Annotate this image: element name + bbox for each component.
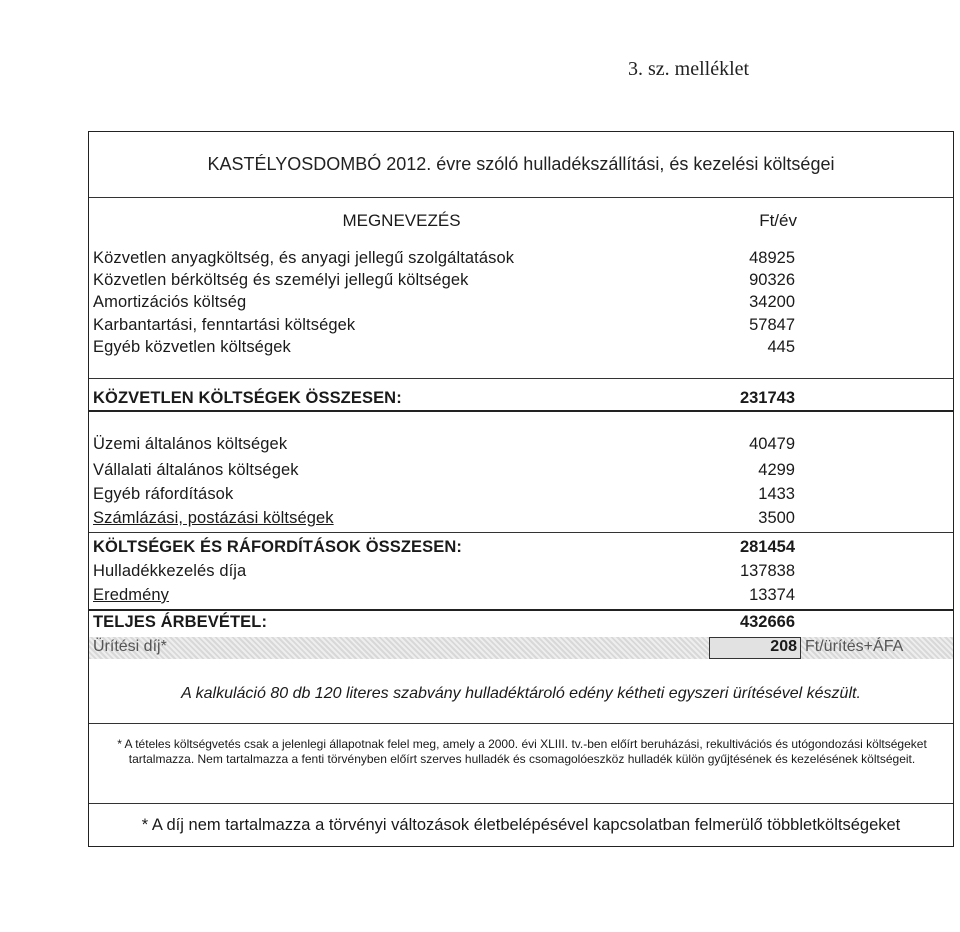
cost-table bbox=[88, 131, 954, 847]
direct-item-label: Közvetlen anyagköltség, és anyagi jellegű szolgáltatások bbox=[93, 249, 515, 267]
fee-disclaimer: * A díj nem tartalmazza a törvényi változások életbelépésével kapcsolatban felmerülő többletköltségeket bbox=[141, 816, 901, 834]
overhead-item-label: Vállalati általános költségek bbox=[93, 461, 299, 479]
budget-footnote: * A tételes költségvetés csak a jelenlegi állapotnak felel meg, amely a 2000. évi XLIII. tv.-ben előírt beruházási, rekultivációs és utógondozási költségeket tartalmazza. Nem tartalmazza a fenti törvényben előírt szerves hulladék és csomagolóeszköz hulladék külön gyűjtésének és kezelésének költségeit. bbox=[117, 737, 927, 766]
table-title: KASTÉLYOSDOMBÓ 2012. évre szóló hulladékszállítási, és kezelési költségei bbox=[207, 154, 835, 174]
waste-fee-label: Hulladékkezelés díja bbox=[93, 562, 247, 580]
divider bbox=[89, 723, 953, 724]
overhead-item-label: Számlázási, postázási költségek bbox=[93, 509, 334, 527]
costs-total-value: 281454 bbox=[739, 538, 795, 556]
direct-item-label: Amortizációs költség bbox=[93, 293, 247, 311]
overhead-item-value: 40479 bbox=[749, 435, 795, 453]
calculation-note: A kalkuláció 80 db 120 literes szabvány hulladéktároló edény kétheti egyszeri ürítésével készült. bbox=[181, 685, 861, 702]
direct-item-value: 48925 bbox=[749, 249, 795, 267]
overhead-item-label: Üzemi általános költségek bbox=[93, 435, 288, 453]
divider bbox=[89, 609, 953, 611]
overhead-item-value: 1433 bbox=[758, 485, 795, 503]
direct-item-label: Karbantartási, fenntartási költségek bbox=[93, 316, 356, 334]
emptying-fee-value: 208 bbox=[770, 638, 797, 655]
result-label: Eredmény bbox=[93, 586, 170, 604]
divider bbox=[89, 378, 953, 379]
costs-total-label: KÖLTSÉGEK ÉS RÁFORDÍTÁSOK ÖSSZESEN: bbox=[93, 538, 462, 556]
direct-item-value: 90326 bbox=[749, 271, 795, 289]
direct-item-value: 445 bbox=[767, 338, 795, 356]
divider bbox=[89, 197, 953, 198]
emptying-fee-label: Ürítési díj* bbox=[93, 638, 167, 655]
direct-item-label: Egyéb közvetlen költségek bbox=[93, 338, 291, 356]
emptying-fee-unit: Ft/ürítés+ÁFA bbox=[805, 638, 904, 655]
direct-total-value: 231743 bbox=[739, 389, 795, 407]
waste-fee-value: 137838 bbox=[739, 562, 795, 580]
divider bbox=[89, 532, 953, 533]
direct-total-label: KÖZVETLEN KÖLTSÉGEK ÖSSZESEN: bbox=[93, 389, 402, 407]
revenue-label: TELJES ÁRBEVÉTEL: bbox=[93, 613, 268, 631]
direct-item-value: 34200 bbox=[749, 293, 795, 311]
overhead-item-label: Egyéb ráfordítások bbox=[93, 485, 234, 503]
annex-label: 3. sz. melléklet bbox=[628, 58, 750, 80]
divider bbox=[89, 803, 953, 804]
direct-item-value: 57847 bbox=[749, 316, 795, 334]
direct-item-label: Közvetlen bérköltség és személyi jellegű költségek bbox=[93, 271, 469, 289]
divider bbox=[89, 410, 953, 412]
overhead-item-value: 4299 bbox=[758, 461, 795, 479]
column-header-unit: Ft/év bbox=[759, 211, 797, 230]
revenue-value: 432666 bbox=[739, 613, 795, 631]
overhead-item-value: 3500 bbox=[758, 509, 795, 527]
result-value: 13374 bbox=[749, 586, 795, 604]
column-header-name: MEGNEVEZÉS bbox=[342, 211, 461, 230]
